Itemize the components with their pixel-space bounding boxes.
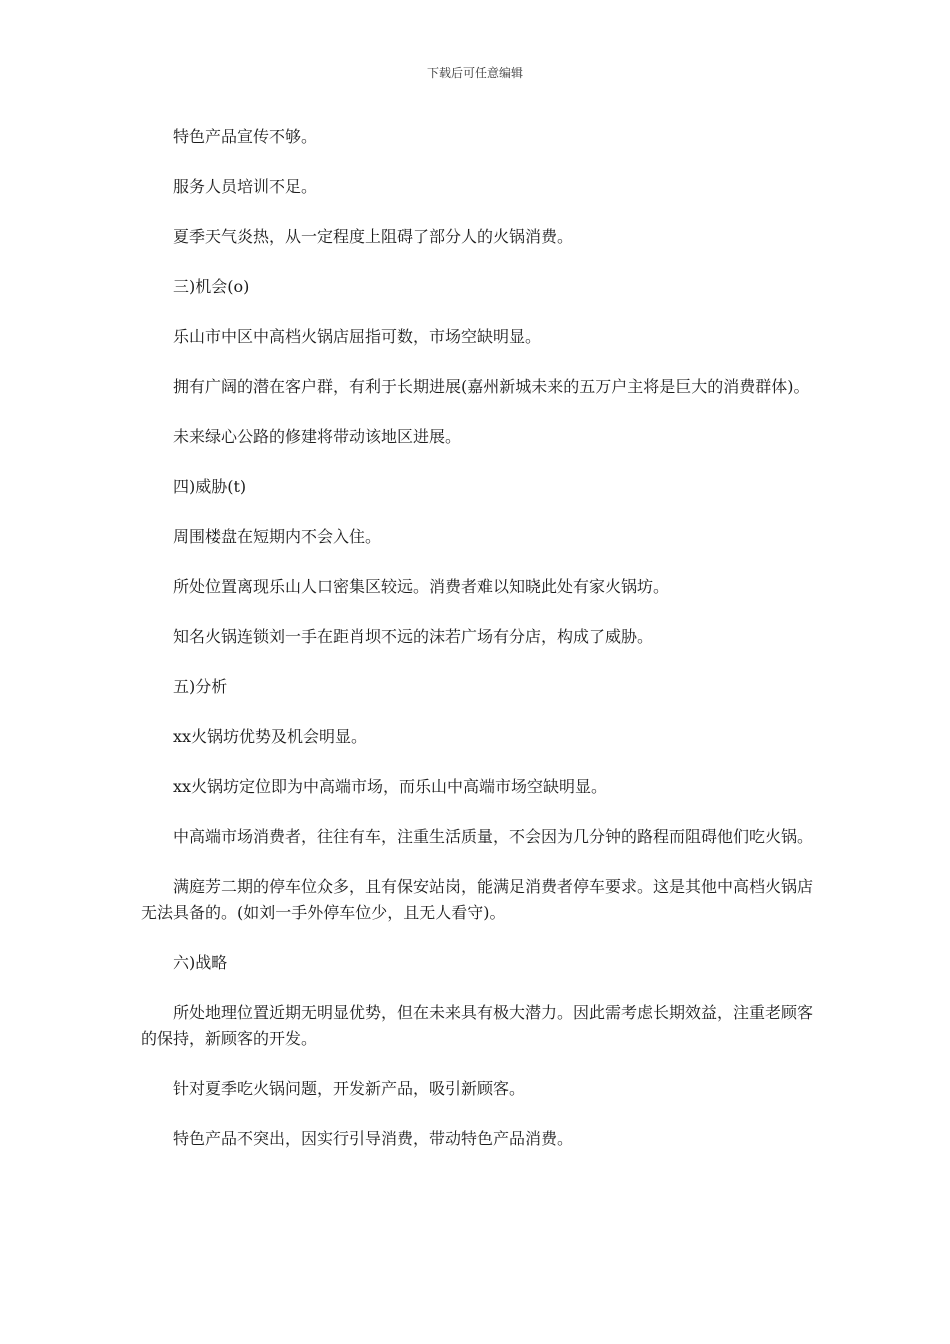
paragraph: 知名火锅连锁刘一手在距肖坝不远的沫若广场有分店，构成了威胁。 (173, 627, 654, 646)
paragraph: xx火锅坊优势及机会明显。 (173, 727, 368, 746)
paragraph: 夏季天气炎热，从一定程度上阻碍了部分人的火锅消费。 (173, 227, 574, 246)
paragraph: 中高端市场消费者，往往有车，注重生活质量，不会因为几分钟的路程而阻碍他们吃火锅。 (173, 827, 814, 846)
page-header: 下载后可任意编辑 (426, 66, 523, 80)
paragraph: 针对夏季吃火锅问题，开发新产品，吸引新顾客。 (173, 1079, 526, 1098)
paragraph: 特色产品宣传不够。 (173, 127, 318, 146)
paragraph: 所处位置离现乐山人口密集区较远。消费者难以知晓此处有家火锅坊。 (173, 577, 670, 596)
paragraph: 周围楼盘在短期内不会入住。 (173, 527, 382, 546)
section-heading: 五)分析 (173, 677, 228, 696)
paragraph: 服务人员培训不足。 (173, 177, 318, 196)
paragraph: 特色产品不突出，因实行引导消费，带动特色产品消费。 (173, 1129, 574, 1148)
paragraph: xx火锅坊定位即为中高端市场，而乐山中高端市场空缺明显。 (173, 777, 608, 796)
paragraph: 所处地理位置近期无明显优势，但在未来具有极大潜力。因此需考虑长期效益，注重老顾客的保持，新顾客的开发。 (141, 1003, 814, 1048)
paragraph: 满庭芳二期的停车位众多，且有保安站岗，能满足消费者停车要求。这是其他中高档火锅店无法具备的。(如刘一手外停车位少，且无人看守)。 (141, 877, 814, 922)
section-heading: 三)机会(o) (173, 277, 250, 296)
paragraph: 未来绿心公路的修建将带动该地区进展。 (173, 427, 462, 446)
paragraph: 拥有广阔的潜在客户群，有利于长期进展(嘉州新城未来的五万户主将是巨大的消费群体)。 (173, 377, 810, 396)
document-body (141, 124, 813, 1176)
section-heading: 六)战略 (173, 953, 228, 972)
paragraph: 乐山市中区中高档火锅店屈指可数，市场空缺明显。 (173, 327, 542, 346)
section-heading: 四)威胁(t) (173, 477, 247, 496)
